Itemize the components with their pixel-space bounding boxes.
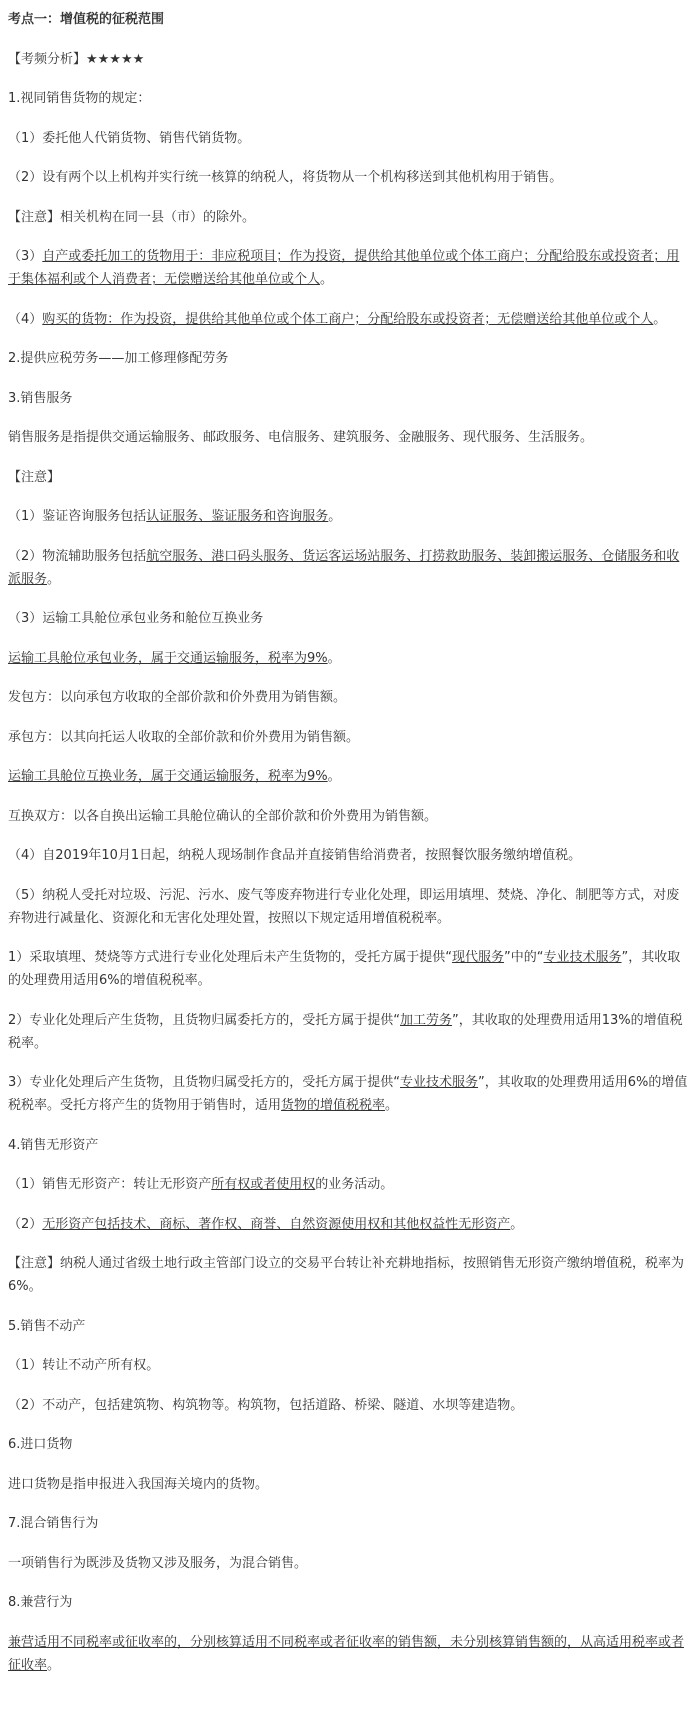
text-segment: （5）纳税人受托对垃圾、污泥、污水、废气等废弃物进行专业化处理，即运用填埋、焚烧、净化、制肥等方式，对废弃物进行减量化、资源化和无害化处理处置，按照以下规定适用增值税税率。 <box>8 887 680 926</box>
paragraph <box>8 87 692 110</box>
underlined-text: 兼营适用不同税率或征收率的，分别核算适用不同税率或者征收率的销售额，未分别核算销售额的，从高适用税率或者征收率 <box>8 1634 685 1673</box>
text-segment: 6.进口货物 <box>8 1437 73 1452</box>
paragraph <box>8 127 692 150</box>
paragraph <box>8 946 692 992</box>
text-segment: 2.提供应税劳务——加工修理修配劳务 <box>8 351 229 366</box>
paragraph <box>8 426 692 449</box>
underlined-text: 专业技术服务 <box>400 1075 479 1090</box>
underlined-text: 购买的货物：作为投资，提供给其他单位或个体工商户；分配给股东或投资者；无偿赠送给其他单位或个人 <box>42 311 654 327</box>
paragraph <box>8 1552 692 1575</box>
text-segment: 5.销售不动产 <box>8 1318 86 1334</box>
paragraph <box>8 607 692 630</box>
text-segment: （4） <box>8 311 43 327</box>
underlined-text: 航空服务、港口码头服务、货运客运场站服务、打捞救助服务、装卸搬运服务、仓储服务和收派服务 <box>8 548 680 587</box>
underlined-text: 认证服务、鉴证服务和咨询服务 <box>146 509 329 524</box>
paragraph <box>8 308 692 331</box>
paragraph <box>8 545 692 591</box>
text-segment: ”，其收取的处理费用适用6%的增值税税率。受托方将产生的货物用于销售时，适用 <box>8 1075 688 1113</box>
text-segment: （1）转让不动产所有权。 <box>8 1358 160 1373</box>
text-segment: 。 <box>327 769 341 784</box>
paragraph <box>8 1473 692 1496</box>
paragraph <box>8 686 692 709</box>
text-segment: 4.销售无形资产 <box>8 1137 99 1153</box>
text-segment: 3.销售服务 <box>8 390 73 406</box>
text-segment: 。 <box>653 311 667 327</box>
paragraph <box>8 1354 692 1377</box>
text-segment: 发包方：以向承包方收取的全部价款和价外费用为销售额。 <box>8 690 347 705</box>
paragraph <box>8 844 692 867</box>
paragraph <box>8 1071 692 1117</box>
text-segment: 的业务活动。 <box>315 1177 394 1192</box>
text-segment: 。 <box>328 509 342 524</box>
paragraph <box>8 1173 692 1196</box>
text-segment: 【注意】相关机构在同一县（市）的除外。 <box>8 209 256 225</box>
underlined-text: 所有权或者使用权 <box>211 1177 316 1192</box>
paragraph <box>8 1009 692 1055</box>
text-segment: （3）运输工具舱位承包业务和舱位互换业务 <box>8 611 264 626</box>
text-segment: 互换双方：以各自换出运输工具舱位确认的全部价款和价外费用为销售额。 <box>8 808 438 824</box>
paragraph <box>8 1512 692 1535</box>
text-segment: ”，其收取的处理费用适用6%的增值税税率。 <box>8 950 681 988</box>
paragraph <box>8 387 692 410</box>
paragraph <box>8 1631 692 1677</box>
underlined-text: 运输工具舱位互换业务，属于交通运输服务，税率为9% <box>8 769 328 784</box>
text-segment: （1）委托他人代销货物、销售代销货物。 <box>8 130 251 146</box>
text-segment: （2）不动产，包括建筑物、构筑物等。构筑物，包括道路、桥梁、隧道、水坝等建造物。 <box>8 1397 524 1413</box>
text-segment: （2）设有两个以上机构并实行统一核算的纳税人，将货物从一个机构移送到其他机构用于销售。 <box>8 170 563 185</box>
text-segment: 。 <box>47 571 61 587</box>
text-segment: 。 <box>327 650 341 666</box>
paragraph <box>8 1394 692 1417</box>
paragraph <box>8 1315 692 1338</box>
paragraph <box>8 1134 692 1157</box>
text-segment: 进口货物是指申报进入我国海关境内的货物。 <box>8 1476 269 1492</box>
paragraph <box>8 466 692 489</box>
text-segment: （2）物流辅助服务包括 <box>8 548 147 564</box>
text-segment: 【考频分析】★★★★★ <box>8 51 145 67</box>
underlined-text: 运输工具舱位承包业务，属于交通运输服务，税率为9% <box>8 650 328 666</box>
paragraph <box>8 726 692 749</box>
paragraph <box>8 765 692 788</box>
paragraph <box>8 1591 692 1614</box>
paragraph <box>8 1213 692 1236</box>
text-segment: ”中的“ <box>504 950 544 965</box>
text-segment: （1）销售无形资产：转让无形资产 <box>8 1177 212 1192</box>
text-segment: ”，其收取的处理费用适用13%的增值税税率。 <box>8 1012 683 1051</box>
paragraph <box>8 1252 692 1298</box>
text-segment: 考点一：增值税的征税范围 <box>8 12 165 27</box>
text-segment: 。 <box>320 272 334 287</box>
text-segment: 3）专业化处理后产生货物，且货物归属受托方的，受托方属于提供“ <box>8 1075 401 1090</box>
paragraph <box>8 347 692 370</box>
paragraph <box>8 206 692 229</box>
paragraph <box>8 166 692 189</box>
paragraph <box>8 48 692 71</box>
text-segment: 【注意】 <box>8 469 61 485</box>
underlined-text: 现代服务 <box>452 950 505 965</box>
underlined-text: 加工劳务 <box>400 1012 453 1028</box>
page-title <box>8 8 692 31</box>
paragraph <box>8 1433 692 1456</box>
underlined-text: 货物的增值税税率 <box>281 1098 386 1113</box>
underlined-text: 自产或委托加工的货物用于：非应税项目；作为投资，提供给其他单位或个体工商户；分配给股东或投资者；用于集体福利或个人消费者；无偿赠送给其他单位或个人 <box>8 249 680 287</box>
paragraph <box>8 805 692 828</box>
underlined-text: 无形资产包括技术、商标、著作权、商誉、自然资源使用权和其他权益性无形资产 <box>42 1216 511 1232</box>
text-segment: 。 <box>385 1098 399 1113</box>
text-segment: 销售服务是指提供交通运输服务、邮政服务、电信服务、建筑服务、金融服务、现代服务、生活服务。 <box>8 430 594 445</box>
text-segment: （2） <box>8 1216 43 1232</box>
text-segment: 7.混合销售行为 <box>8 1516 99 1531</box>
text-segment: （3） <box>8 249 43 264</box>
text-segment: 8.兼营行为 <box>8 1595 73 1610</box>
paragraph <box>8 884 692 930</box>
text-segment: （1）鉴证咨询服务包括 <box>8 509 147 524</box>
text-segment: 1）采取填埋、焚烧等方式进行专业化处理后未产生货物的，受托方属于提供“ <box>8 950 453 965</box>
text-segment: 2）专业化处理后产生货物，且货物归属委托方的，受托方属于提供“ <box>8 1012 401 1028</box>
paragraph <box>8 245 692 291</box>
text-segment: （4）自2019年10月1日起，纳税人现场制作食品并直接销售给消费者，按照餐饮服务缴纳增值税。 <box>8 848 582 863</box>
text-segment: 。 <box>47 1657 61 1673</box>
underlined-text: 专业技术服务 <box>543 950 622 965</box>
paragraph <box>8 505 692 528</box>
text-segment: 。 <box>510 1216 524 1232</box>
text-segment: 一项销售行为既涉及货物又涉及服务，为混合销售。 <box>8 1555 308 1571</box>
text-segment: 承包方：以其向托运人收取的全部价款和价外费用为销售额。 <box>8 729 360 745</box>
text-segment: 1.视同销售货物的规定： <box>8 91 151 106</box>
paragraph <box>8 647 692 670</box>
text-segment: 【注意】纳税人通过省级土地行政主管部门设立的交易平台转让补充耕地指标，按照销售无形资产缴纳增值税，税率为6%。 <box>8 1256 685 1294</box>
